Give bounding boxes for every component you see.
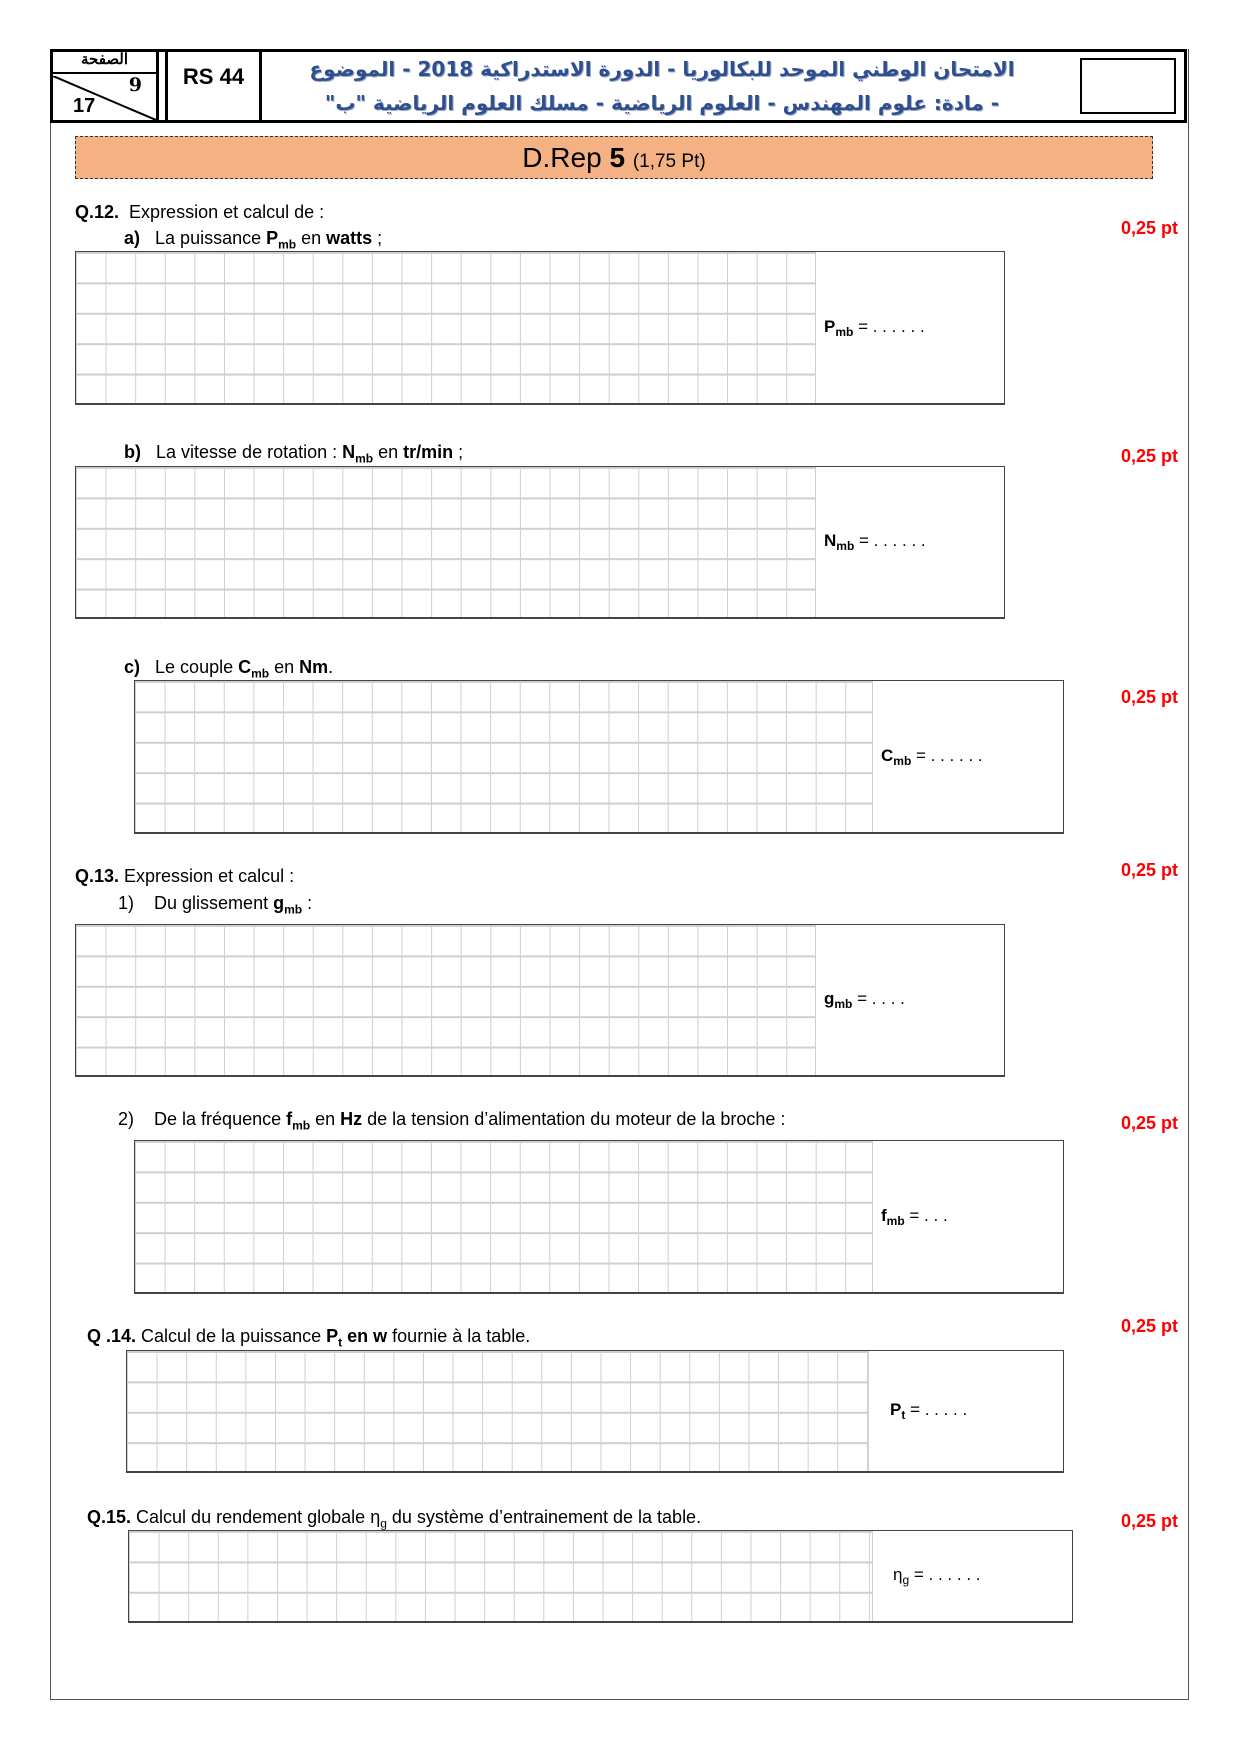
symbol-letter: N <box>342 442 356 462</box>
question-q15 <box>87 1507 701 1531</box>
question-number: Q.13. <box>75 866 120 886</box>
result-placeholder: = . . . <box>904 1205 948 1225</box>
question-text: Expression et calcul de : <box>129 202 325 222</box>
symbol-letter: P <box>326 1326 339 1346</box>
result-placeholder: = . . . . . . <box>854 530 926 550</box>
points-q12a: 0,25 pt <box>1121 218 1179 238</box>
result-label <box>890 1400 967 1422</box>
symbol-sub: mb <box>284 902 303 917</box>
text: de la tension d’alimentation du moteur de la broche : <box>362 1109 786 1129</box>
question-q13 <box>75 866 294 887</box>
text: ; <box>372 228 383 248</box>
question-number: Q.15. <box>87 1507 132 1527</box>
question-text: Expression et calcul : <box>119 866 295 886</box>
symbol-letter: P <box>890 1399 902 1419</box>
text: en <box>296 228 327 248</box>
unit: watts <box>326 228 373 248</box>
unit: tr/min <box>403 442 454 462</box>
text: fournie à la table. <box>387 1326 531 1346</box>
question-q12c <box>124 657 333 681</box>
result-placeholder: = . . . . <box>852 988 905 1008</box>
item-label: 2) <box>118 1109 135 1129</box>
result-label <box>893 1565 981 1587</box>
page-number: 9 <box>128 74 142 96</box>
answer-grid[interactable] <box>76 467 816 617</box>
text: Le couple <box>155 657 239 677</box>
symbol-sub: mb <box>834 997 853 1012</box>
symbol-sub: t <box>338 1335 343 1350</box>
text: Calcul de la puissance <box>136 1326 327 1346</box>
text: en <box>373 442 404 462</box>
symbol-letter: P <box>824 316 836 336</box>
result-label <box>824 989 905 1011</box>
symbol-letter: C <box>238 657 252 677</box>
result-label <box>824 316 925 338</box>
item-label: a) <box>124 228 141 248</box>
answer-grid[interactable] <box>135 1141 873 1292</box>
symbol-sub: mb <box>292 1118 311 1133</box>
result-placeholder: = . . . . . . <box>911 745 983 765</box>
result-placeholder: = . . . . . . <box>909 1564 981 1584</box>
points-q12b: 0,25 pt <box>1121 446 1179 466</box>
symbol <box>370 1507 387 1531</box>
symbol-sub: g <box>380 1516 387 1531</box>
title-line-1: الامتحان الوطني الموحد للبكالوريا - الدورة الاستدراكية 2018 - الموضوع <box>309 57 1015 81</box>
symbol-letter: f <box>286 1109 293 1129</box>
symbol-sub: mb <box>836 539 855 554</box>
symbol-letter: η <box>893 1564 903 1584</box>
page-label: الصفحة <box>53 50 156 74</box>
text: en <box>310 1109 341 1129</box>
symbol-sub: mb <box>355 451 374 466</box>
result-placeholder: = . . . . . <box>905 1399 968 1419</box>
section-banner <box>75 136 1153 179</box>
symbol <box>238 657 270 681</box>
question-q13-1 <box>118 893 312 917</box>
answer-grid[interactable] <box>76 252 816 403</box>
symbol-letter: N <box>824 530 837 550</box>
question-q12b <box>124 442 463 466</box>
exam-title <box>262 52 1062 120</box>
symbol-letter: η <box>370 1507 381 1527</box>
symbol <box>266 228 297 252</box>
answer-grid[interactable] <box>135 681 873 832</box>
result-label <box>881 745 983 767</box>
answer-box-q14[interactable] <box>126 1350 1064 1473</box>
symbol <box>326 1326 343 1350</box>
candidate-box <box>1080 58 1176 114</box>
unit: Hz <box>340 1109 363 1129</box>
result-placeholder: = . . . . . . <box>853 316 925 336</box>
symbol-sub: mb <box>835 324 854 339</box>
exam-code: RS 44 <box>165 52 262 120</box>
text: Calcul du rendement globale <box>131 1507 371 1527</box>
result-label <box>824 531 926 553</box>
symbol-letter: f <box>881 1205 887 1225</box>
question-number: Q.12. <box>75 202 120 222</box>
answer-grid[interactable] <box>129 1531 873 1621</box>
unit: en w <box>342 1326 388 1346</box>
points-q14: 0,25 pt <box>1121 1316 1179 1336</box>
item-label: c) <box>124 657 141 677</box>
answer-box-q12c[interactable] <box>134 680 1064 834</box>
result-label <box>881 1205 948 1227</box>
symbol-sub: t <box>901 1408 906 1423</box>
answer-box-q13-2[interactable] <box>134 1140 1064 1294</box>
symbol-sub: mb <box>251 666 270 681</box>
page-number-box <box>53 52 159 120</box>
banner-points: (1,75 Pt) <box>632 151 706 172</box>
symbol-sub: g <box>902 1573 910 1588</box>
question-q12 <box>75 202 324 223</box>
answer-grid[interactable] <box>76 925 816 1075</box>
answer-box-q15[interactable] <box>128 1530 1073 1623</box>
symbol-letter: g <box>273 893 285 913</box>
symbol-letter: C <box>881 745 894 765</box>
text: . <box>328 657 334 677</box>
banner-title: D.Rep <box>522 142 610 173</box>
symbol-letter: g <box>824 988 835 1008</box>
exam-header <box>50 49 1187 123</box>
answer-box-q13-1[interactable] <box>75 924 1005 1077</box>
points-q15: 0,25 pt <box>1121 1511 1179 1531</box>
symbol <box>286 1109 311 1133</box>
symbol <box>273 893 303 917</box>
question-q13-2 <box>118 1109 785 1133</box>
banner-number: 5 <box>609 142 626 173</box>
answer-grid[interactable] <box>127 1351 869 1471</box>
answer-box-q12a[interactable] <box>75 251 1005 405</box>
symbol <box>342 442 374 466</box>
question-q12a <box>124 228 382 252</box>
symbol-sub: mb <box>893 753 912 768</box>
question-q14 <box>87 1326 530 1350</box>
question-number: Q .14. <box>87 1326 137 1346</box>
item-label: 1) <box>118 893 135 913</box>
text: du système d’entrainement de la table. <box>386 1507 702 1527</box>
points-q13-2: 0,25 pt <box>1121 1113 1179 1133</box>
points-q12c: 0,25 pt <box>1121 687 1179 707</box>
title-line-2: - مادة: علوم المهندس - العلوم الرياضية - مسلك العلوم الرياضية "ب" <box>324 91 1000 115</box>
points-q13: 0,25 pt <box>1121 860 1179 880</box>
unit: Nm <box>299 657 329 677</box>
text: La vitesse de rotation : <box>156 442 343 462</box>
text: De la fréquence <box>154 1109 287 1129</box>
text: Du glissement <box>154 893 274 913</box>
answer-box-q12b[interactable] <box>75 466 1005 619</box>
text: ; <box>453 442 464 462</box>
text: : <box>302 893 313 913</box>
symbol-sub: mb <box>886 1213 905 1228</box>
symbol-sub: mb <box>278 237 297 252</box>
text: La puissance <box>155 228 267 248</box>
item-label: b) <box>124 442 141 462</box>
symbol-letter: P <box>266 228 279 248</box>
page-total: 17 <box>73 95 96 117</box>
text: en <box>269 657 300 677</box>
